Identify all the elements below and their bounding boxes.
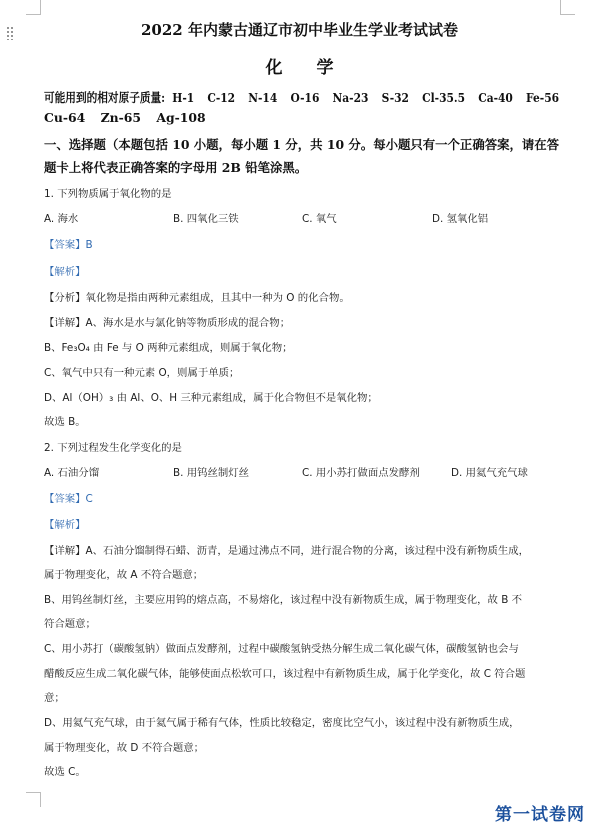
atomic-mass-item: Na-23 — [332, 90, 369, 105]
section-heading-line-1: 一、选择题（本题包括 10 小题，每小题 1 分，共 10 分。每小题只有一个正确答案，请在答 — [44, 137, 560, 152]
question-1-option-c: C. 氧气 — [302, 213, 337, 225]
question-2-analysis-line: 故选 C。 — [44, 766, 86, 778]
atomic-mass-item: N-14 — [248, 90, 278, 105]
question-1-analysis-line: 故选 B。 — [44, 416, 86, 428]
question-2-option-a: A. 石油分馏 — [44, 467, 100, 479]
question-1-answer: 【答案】B — [44, 239, 93, 251]
site-logo: 第一试卷网 — [495, 805, 585, 825]
atomic-mass-label: 可能用到的相对原子质量: — [44, 90, 166, 105]
question-2-option-c: C. 用小苏打做面点发酵剂 — [302, 467, 420, 479]
atomic-mass-item: Zn-65 — [100, 110, 142, 125]
atomic-mass-item: C-12 — [207, 90, 236, 105]
atomic-mass-item: Cl-35.5 — [422, 90, 466, 105]
subject-title: 化 学 — [265, 58, 348, 78]
atomic-mass-item: Ca-40 — [478, 90, 513, 105]
question-1-option-d: D. 氢氧化铝 — [432, 213, 489, 225]
question-2-option-b: B. 用钨丝制灯丝 — [173, 467, 250, 479]
atomic-mass-item: Fe-56 — [526, 90, 560, 105]
question-2-analysis-line: B、用钨丝制灯丝，主要应用钨的熔点高，不易熔化，该过程中没有新物质生成，属于物理变化，故 B 不 — [44, 594, 523, 606]
atomic-mass-item: Ag-108 — [156, 110, 206, 125]
question-2-analysis-line: C、用小苏打（碳酸氢钠）做面点发酵剂，过程中碳酸氢钠受热分解生成二氧化碳气体，碳酸氢钠也会与 — [44, 643, 519, 655]
question-2-analysis-line: 属于物理变化，故 A 不符合题意； — [44, 569, 204, 581]
atomic-mass-item: Cu-64 — [44, 110, 86, 125]
question-1-analysis-line: C、氧气中只有一种元素 O，则属于单质； — [44, 367, 240, 379]
question-1-analysis-line: B、Fe₃O₄ 由 Fe 与 O 两种元素组成，则属于氧化物； — [44, 342, 293, 354]
question-2-stem: 2. 下列过程发生化学变化的是 — [44, 442, 182, 454]
question-2-option-d: D. 用氦气充气球 — [451, 467, 528, 479]
question-1-option-a: A. 海水 — [44, 213, 79, 225]
question-2-analysis-line: 符合题意； — [44, 618, 96, 630]
question-1-analysis-line: 【分析】氧化物是指由两种元素组成，且其中一种为 O 的化合物。 — [44, 292, 350, 304]
question-2-analysis-line: 醋酸反应生成二氧化碳气体，能够使面点松软可口，该过程中有新物质生成，属于化学变化，故 C 符合题 — [44, 668, 526, 680]
question-2-analysis-line: 【详解】A、石油分馏制得石蜡、沥青，是通过沸点不同，进行混合物的分离，该过程中没有新物质生成， — [44, 545, 530, 557]
question-1-analysis-tag: 【解析】 — [44, 266, 86, 278]
crop-mark-bottom-left — [26, 792, 41, 807]
question-2-analysis-line: 属于物理变化，故 D 不符合题意； — [44, 742, 205, 754]
question-1-option-b: B. 四氧化三铁 — [173, 213, 239, 225]
crop-mark-top-right — [560, 0, 575, 15]
atomic-mass-item: H-1 — [172, 90, 195, 105]
question-1-stem: 1. 下列物质属于氧化物的是 — [44, 188, 172, 200]
atomic-mass-row-1 — [44, 88, 559, 106]
section-heading-line-2: 题卡上将代表正确答案的字母用 2B 铅笔涂黑。 — [44, 160, 308, 175]
question-2-answer: 【答案】C — [44, 493, 93, 505]
question-1-analysis-line: D、Al（OH）₃ 由 Al、O、H 三种元素组成，属于化合物但不是氧化物； — [44, 392, 378, 404]
crop-mark-top-left — [26, 0, 41, 15]
page-title: 2022 年内蒙古通辽市初中毕业生学业考试试卷 — [141, 21, 458, 39]
question-1-analysis-line: 【详解】A、海水是水与氯化钠等物质形成的混合物； — [44, 317, 291, 329]
atomic-mass-item: S-32 — [381, 90, 409, 105]
atomic-mass-row-2 — [44, 110, 217, 125]
atomic-mass-item: O-16 — [290, 90, 320, 105]
question-2-analysis-tag: 【解析】 — [44, 519, 86, 531]
question-2-analysis-line: 意； — [44, 692, 65, 704]
question-2-analysis-line: D、用氦气充气球，由于氦气属于稀有气体，性质比较稳定，密度比空气小，该过程中没有新物质生成， — [44, 717, 520, 729]
